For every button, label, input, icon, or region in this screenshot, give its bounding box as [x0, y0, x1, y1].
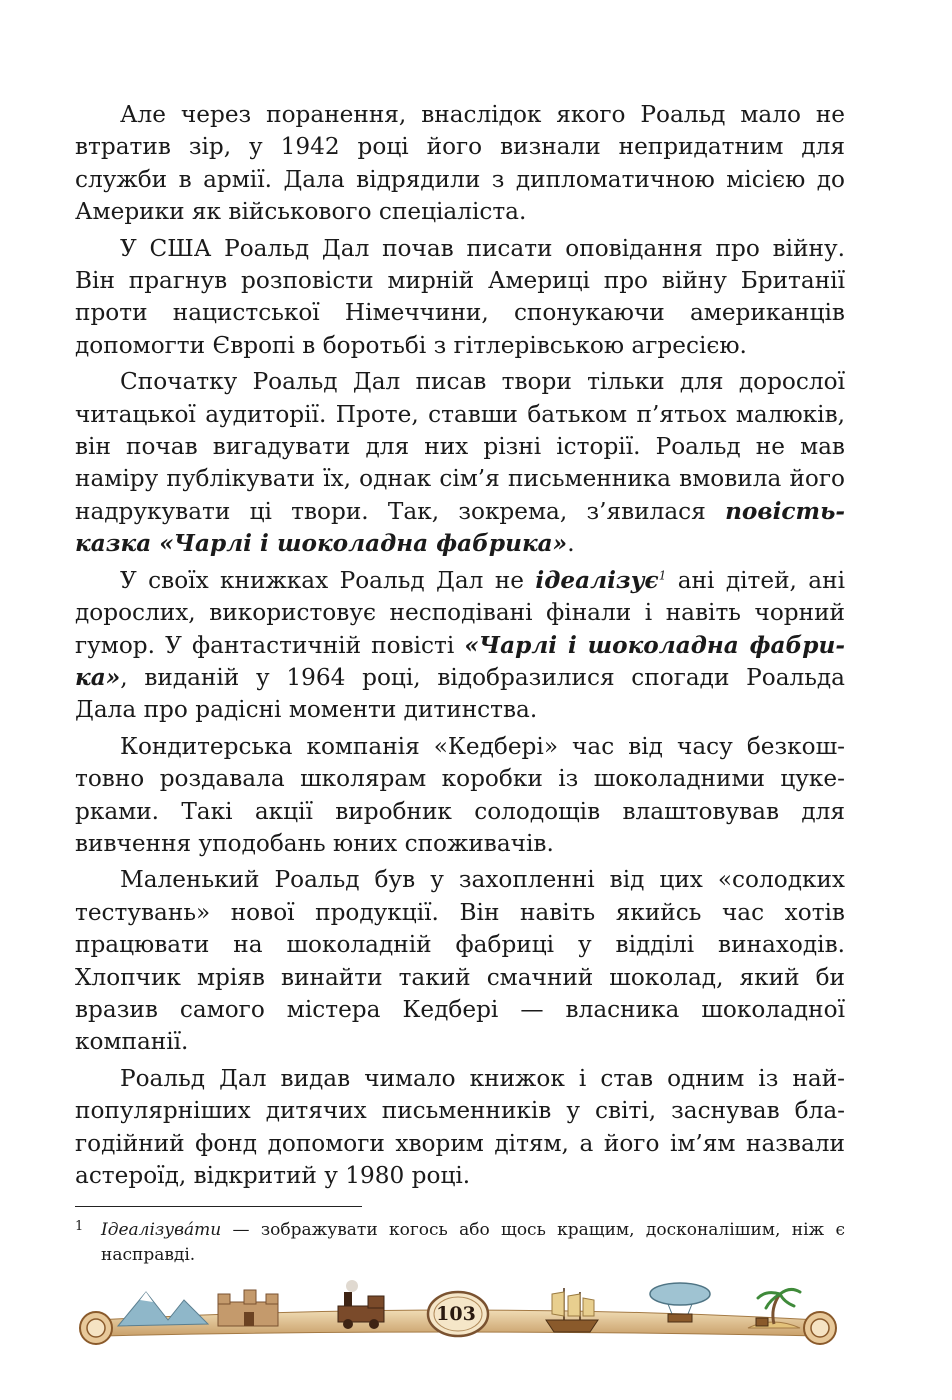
- paragraph-7: Роальд Дал видав чимало книжок і став одним із найпопулярніших дитячих письменників у світі, заснував благодійний фонд допомоги хворим дітям, а його ім’ям назвали астероїд, відкритий у 1980 році.: [75, 1064, 845, 1189]
- scroll-left-icon: [80, 1312, 112, 1344]
- footnote-marker[interactable]: 1: [658, 567, 667, 582]
- footnote: [75, 1218, 845, 1268]
- paragraph-5: Кондитерська компанія «Кедбері» час від часу безкоштовно роздавала школярам коробки із шоколадними цукерками. Такі акції виробник солодощів влаштовував для вивчення уподобань юних споживачів.: [75, 732, 845, 857]
- page-number: 103: [436, 1303, 476, 1325]
- footnote-divider: [75, 1206, 362, 1207]
- scroll-right-icon: [804, 1312, 836, 1344]
- paragraph-3: [75, 366, 845, 560]
- mountains-icon: [118, 1292, 208, 1326]
- paragraph-2: У США Роальд Дал почав писати оповідання про війну. Він прагнув розповісти мирній Америці про війну Британії проти нацистської Німеччини, спонукаючи американців допомогти Європі в боротьбі з гітлерівською агресією.: [75, 234, 845, 359]
- paragraph-6: Маленький Роальд був у захопленні від цих «солодких тестувань» нової продукції. Він навіть якийсь час хотів працювати на шоколадній фабриці у відділі винаходів. Хлопчик мріяв винайти такий смачний шоколад, який би вразив самого містера Кедбері — власника шоколадної компанії.: [75, 866, 845, 1056]
- book-title-emphasis-2: «Чарлі і шоколадна фабрика»: [75, 631, 846, 691]
- paragraph-3-end: .: [567, 530, 575, 558]
- main-text: [75, 99, 845, 1196]
- castle-icon: [218, 1290, 278, 1326]
- paragraph-4-end: , виданій у 1964 році, відобразилися спогади Роальда Дала про радісні моменти дитинства.: [75, 663, 845, 724]
- book-title-emphasis: повість-казка «Чарлі і шоколадна фабрика»: [75, 497, 845, 558]
- footnote-term: Ідеалізува́ти: [101, 1220, 222, 1240]
- footnote-number: 1: [75, 1219, 84, 1234]
- footnote-definition: — зображувати когось або щось кращим, досконалішим, ніж є насправді.: [101, 1220, 845, 1265]
- paragraph-3-text: Спочатку Роальд Дал писав твори тільки для дорослої читацької аудиторії. Проте, ставши батьком п’ятьох малюків, він почав вигадувати для них різні історії. Роальд не мав наміру публікувати їх, однак сім’я письменника вмовила його надрукувати ці твори. Так, зокрема, з’явилася: [75, 368, 845, 525]
- term-emphasis: ідеалізує: [535, 566, 659, 594]
- train-icon: [338, 1280, 384, 1329]
- paragraph-1: Але через поранення, внаслідок якого Роальд мало не втратив зір, у 1942 році його визнали непридатним для служби в армії. Дала відрядили з дипломатичною місією до Америки як військового спеціаліста.: [75, 101, 845, 226]
- paragraph-4-text: У своїх книжках Роальд Дал не: [120, 566, 536, 594]
- ship-icon: [546, 1288, 598, 1332]
- paragraph-4: [75, 565, 845, 727]
- footnote-body: [75, 1218, 845, 1268]
- paragraph-4-middle: ані дітей, ані дорослих, використовує несподівані фінали і навіть чорний гумор. У фантастичній повісті: [75, 566, 845, 659]
